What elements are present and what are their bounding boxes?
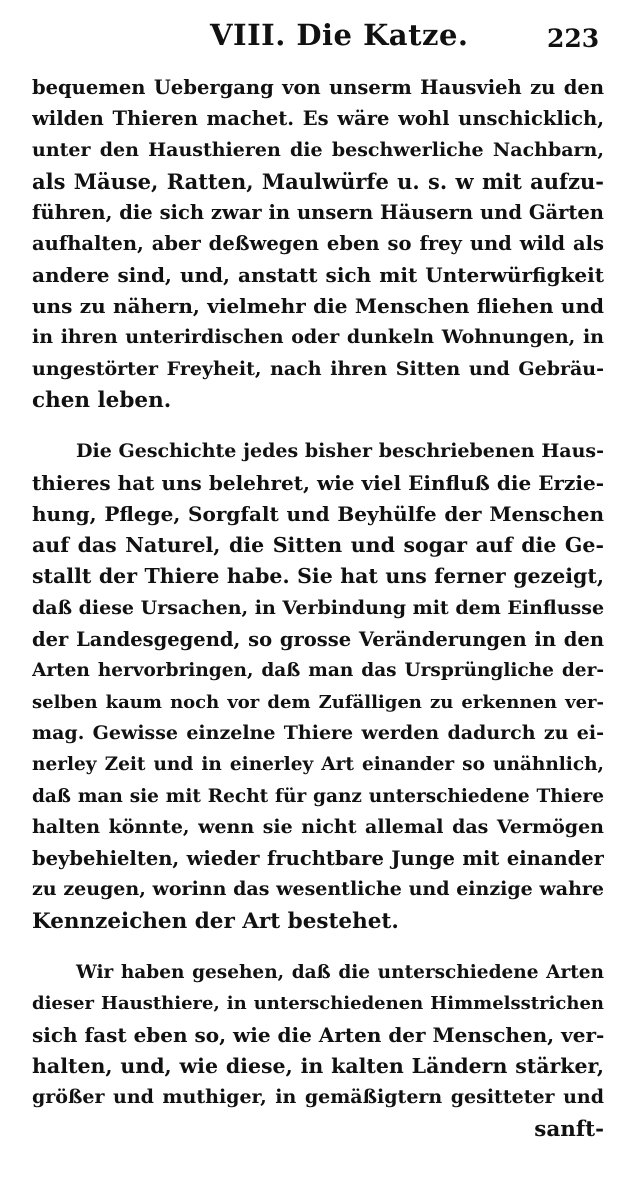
text-line: aufhalten, aber deßwegen eben so frey und wild als xyxy=(32,232,604,256)
text-line: größer und muthiger, in gemäßigtern gesitteter und xyxy=(32,1086,604,1109)
paragraph-2 xyxy=(32,436,604,937)
text-line: daß man sie mit Recht für ganz unterschiedene Thiere xyxy=(32,785,604,807)
text-line: führen, die sich zwar in unsern Häusern und Gärten xyxy=(32,201,604,225)
text-line: Kennzeichen der Art bestehet. xyxy=(32,908,399,934)
text-line: Arten hervorbringen, daß man das Ursprüngliche der- xyxy=(32,660,604,682)
text-line: als Mäuse, Ratten, Maulwürfe u. s. w mit aufzu- xyxy=(32,168,604,194)
text-line: Die Geschichte jedes bisher beschriebenen Haus- xyxy=(76,440,604,463)
page-number: 223 xyxy=(547,24,600,53)
text-line: in ihren unterirdischen oder dunkeln Wohnungen, in xyxy=(32,326,604,349)
text-line: nerley Zeit und in einerley Art einander so unähnlich, xyxy=(32,754,604,776)
text-line: daß diese Ursachen, in Verbindung mit dem Einflusse xyxy=(32,596,604,619)
text-line: halten könnte, wenn sie nicht allemal das Vermögen xyxy=(32,815,604,838)
text-line: mag. Gewisse einzelne Thiere werden dadurch zu ei- xyxy=(32,721,604,744)
text-line: halten, und, wie diese, in kalten Ländern stärker, xyxy=(32,1053,604,1078)
paragraph-3 xyxy=(32,957,604,1145)
catchword: sanft- xyxy=(534,1116,604,1142)
paragraph-gap xyxy=(32,937,604,957)
text-line: stallt der Thiere habe. Sie hat uns ferner gezeigt, xyxy=(32,564,604,589)
body-text xyxy=(32,72,604,1145)
text-line: beybehielten, wieder fruchtbare Junge mit einander xyxy=(32,847,604,871)
text-line: hung, Pflege, Sorgfalt und Beyhülfe der Menschen xyxy=(32,501,604,526)
text-line: wilden Thieren machet. Es wäre wohl unschicklich, xyxy=(32,107,604,131)
text-line: sich fast eben so, wie die Arten der Menschen, ver- xyxy=(32,1022,604,1047)
text-line: zu zeugen, worinn das wesentliche und einzige wahre xyxy=(32,878,604,901)
text-line: bequemen Uebergang von unserm Hausvieh zu den xyxy=(32,76,604,99)
text-line: selben kaum noch vor dem Zufälligen zu erkennen ver- xyxy=(32,691,604,713)
text-line: unter den Hausthieren die beschwerliche Nachbarn, xyxy=(32,138,604,161)
running-header xyxy=(0,14,635,58)
paragraph-1 xyxy=(32,72,604,416)
text-line: Wir haben gesehen, daß die unterschiedene Arten xyxy=(76,962,604,984)
text-line: thieres hat uns belehret, wie viel Einfluß die Erzie- xyxy=(32,470,604,495)
text-line: andere sind, und, anstatt sich mit Unterwürfigkeit xyxy=(32,262,604,287)
text-line: dieser Hausthiere, in unterschiedenen Himmelsstrichen xyxy=(32,993,604,1015)
text-line: chen leben. xyxy=(32,387,172,413)
text-line: auf das Naturel, die Sitten und sogar auf die Ge- xyxy=(32,533,604,558)
chapter-title: VIII. Die Katze. xyxy=(210,18,469,52)
text-line: uns zu nähern, vielmehr die Menschen fliehen und xyxy=(32,294,604,319)
paragraph-gap xyxy=(32,416,604,436)
text-line: ungestörter Freyheit, nach ihren Sitten und Gebräu- xyxy=(32,357,604,380)
text-line: der Landesgegend, so grosse Veränderungen in den xyxy=(32,628,604,652)
